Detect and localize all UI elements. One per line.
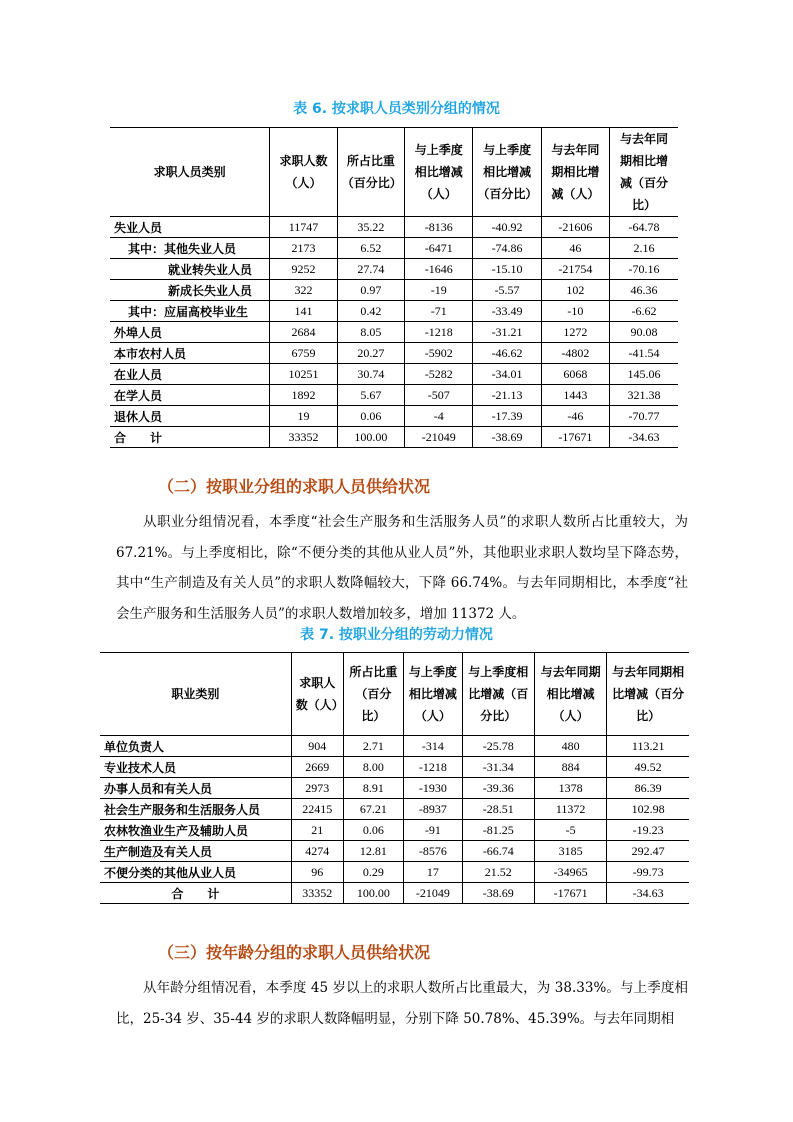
cell-value: -33.49 (473, 301, 541, 322)
row-label: 失业人员 (110, 217, 270, 238)
header-yoy-count: 与去年同期相比增减（人） (541, 128, 609, 217)
table-row (100, 778, 689, 799)
cell-value: 321.38 (610, 385, 678, 406)
row-label: 专业技术人员 (100, 757, 291, 778)
cell-value: 145.06 (610, 364, 678, 385)
table6-title: 表 6. 按求职人员类别分组的情况 (293, 101, 500, 117)
table-row (110, 238, 678, 259)
cell-value: 35.22 (337, 217, 404, 238)
row-label: 就业转失业人员 (110, 259, 270, 280)
section2-heading: （二）按职业分组的求职人员供给状况 (158, 477, 431, 496)
row-label: 合 计 (100, 883, 291, 904)
cell-value: 1272 (541, 322, 609, 343)
cell-value: 102 (541, 280, 609, 301)
cell-value: 17 (404, 862, 462, 883)
cell-value: -17.39 (473, 406, 541, 427)
table-row (100, 883, 689, 904)
cell-value: -1218 (404, 757, 462, 778)
table-row (100, 799, 689, 820)
cell-value: 141 (270, 301, 337, 322)
table7 (100, 652, 689, 904)
cell-value: -46 (541, 406, 609, 427)
header-count: 求职人数（人） (291, 653, 343, 736)
cell-value: 2.71 (343, 736, 404, 757)
cell-value: 19 (270, 406, 337, 427)
table-row (110, 343, 678, 364)
row-label: 社会生产服务和生活服务人员 (100, 799, 291, 820)
cell-value: 100.00 (343, 883, 404, 904)
cell-value: -34.63 (607, 883, 689, 904)
cell-value: 480 (534, 736, 606, 757)
row-label: 本市农村人员 (110, 343, 270, 364)
cell-value: -19 (405, 280, 473, 301)
cell-value: 1378 (534, 778, 606, 799)
table-row (110, 217, 678, 238)
cell-value: -25.78 (462, 736, 534, 757)
cell-value: -91 (404, 820, 462, 841)
cell-value: 292.47 (607, 841, 689, 862)
cell-value: -6.62 (610, 301, 678, 322)
table-row (100, 841, 689, 862)
cell-value: -21049 (405, 427, 473, 448)
cell-value: -74.86 (473, 238, 541, 259)
cell-value: -19.23 (607, 820, 689, 841)
cell-value: 6068 (541, 364, 609, 385)
row-label: 生产制造及有关人员 (100, 841, 291, 862)
cell-value: -99.73 (607, 862, 689, 883)
cell-value: -21606 (541, 217, 609, 238)
header-share: 所占比重（百分比） (343, 653, 404, 736)
cell-value: 21.52 (462, 862, 534, 883)
header-qoq-count: 与上季度相比增减（人） (405, 128, 473, 217)
header-qoq-pct: 与上季度相比增减（百分比） (473, 128, 541, 217)
cell-value: -8937 (404, 799, 462, 820)
cell-value: -70.16 (610, 259, 678, 280)
cell-value: -28.51 (462, 799, 534, 820)
row-label: 其中：其他失业人员 (110, 238, 270, 259)
cell-value: -34.01 (473, 364, 541, 385)
cell-value: 102.98 (607, 799, 689, 820)
row-label: 不便分类的其他从业人员 (100, 862, 291, 883)
cell-value: -4802 (541, 343, 609, 364)
cell-value: -17671 (541, 427, 609, 448)
cell-value: -41.54 (610, 343, 678, 364)
header-category: 求职人员类别 (110, 128, 270, 217)
cell-value: 27.74 (337, 259, 404, 280)
cell-value: 46.36 (610, 280, 678, 301)
cell-value: 86.39 (607, 778, 689, 799)
header-qoq-pct: 与上季度相比增减（百分比） (462, 653, 534, 736)
cell-value: -507 (405, 385, 473, 406)
cell-value: 9252 (270, 259, 337, 280)
header-occupation: 职业类别 (100, 653, 291, 736)
row-label: 外埠人员 (110, 322, 270, 343)
cell-value: -5.57 (473, 280, 541, 301)
table-row (100, 862, 689, 883)
table-row (110, 364, 678, 385)
cell-value: -4 (405, 406, 473, 427)
cell-value: -38.69 (473, 427, 541, 448)
cell-value: -34.63 (610, 427, 678, 448)
cell-value: -71 (405, 301, 473, 322)
header-share: 所占比重（百分比） (337, 128, 404, 217)
header-qoq-count: 与上季度相比增减（人） (404, 653, 462, 736)
table6 (110, 127, 678, 448)
table-row (110, 259, 678, 280)
row-label: 在学人员 (110, 385, 270, 406)
table-row (110, 406, 678, 427)
cell-value: -38.69 (462, 883, 534, 904)
cell-value: -17671 (534, 883, 606, 904)
header-yoy-pct: 与去年同期相比增减（百分比） (607, 653, 689, 736)
table-row (110, 427, 678, 448)
cell-value: 8.91 (343, 778, 404, 799)
cell-value: 0.42 (337, 301, 404, 322)
cell-value: 1443 (541, 385, 609, 406)
cell-value: 884 (534, 757, 606, 778)
table-row (100, 757, 689, 778)
cell-value: 10251 (270, 364, 337, 385)
table-row (110, 322, 678, 343)
cell-value: -15.10 (473, 259, 541, 280)
cell-value: -6471 (405, 238, 473, 259)
row-label: 合 计 (110, 427, 270, 448)
cell-value: 21 (291, 820, 343, 841)
row-label: 农林牧渔业生产及辅助人员 (100, 820, 291, 841)
cell-value: 113.21 (607, 736, 689, 757)
cell-value: -21754 (541, 259, 609, 280)
table-row (100, 820, 689, 841)
cell-value: 90.08 (610, 322, 678, 343)
cell-value: 100.00 (337, 427, 404, 448)
cell-value: 30.74 (337, 364, 404, 385)
cell-value: 8.00 (343, 757, 404, 778)
cell-value: 11747 (270, 217, 337, 238)
cell-value: -40.92 (473, 217, 541, 238)
cell-value: 49.52 (607, 757, 689, 778)
header-yoy-pct: 与去年同期相比增减（百分比） (610, 128, 678, 217)
cell-value: 0.06 (343, 820, 404, 841)
cell-value: -46.62 (473, 343, 541, 364)
cell-value: 11372 (534, 799, 606, 820)
cell-value: -66.74 (462, 841, 534, 862)
row-label: 退休人员 (110, 406, 270, 427)
cell-value: 0.06 (337, 406, 404, 427)
header-count: 求职人数（人） (270, 128, 337, 217)
cell-value: -5 (534, 820, 606, 841)
cell-value: 22415 (291, 799, 343, 820)
cell-value: 0.97 (337, 280, 404, 301)
cell-value: 46 (541, 238, 609, 259)
header-yoy-count: 与去年同期相比增减（人） (534, 653, 606, 736)
cell-value: 96 (291, 862, 343, 883)
cell-value: -5282 (405, 364, 473, 385)
row-label: 单位负责人 (100, 736, 291, 757)
cell-value: -34965 (534, 862, 606, 883)
cell-value: -64.78 (610, 217, 678, 238)
cell-value: 6.52 (337, 238, 404, 259)
cell-value: 33352 (270, 427, 337, 448)
cell-value: 0.29 (343, 862, 404, 883)
cell-value: -31.21 (473, 322, 541, 343)
cell-value: -70.77 (610, 406, 678, 427)
table7-title: 表 7. 按职业分组的劳动力情况 (300, 627, 493, 643)
cell-value: 904 (291, 736, 343, 757)
table-row (110, 301, 678, 322)
cell-value: 12.81 (343, 841, 404, 862)
cell-value: -1930 (404, 778, 462, 799)
cell-value: -81.25 (462, 820, 534, 841)
cell-value: -31.34 (462, 757, 534, 778)
section3-paragraph: 从年龄分组情况看，本季度 45 岁以上的求职人数所占比重最大，为 38.33%。与上季度相比，25-34 岁、35-44 岁的求职人数降幅明显，分别下降 50.78%、45.39%。与去年同期相 (116, 980, 688, 1027)
cell-value: 5.67 (337, 385, 404, 406)
row-label: 办事人员和有关人员 (100, 778, 291, 799)
row-label: 新成长失业人员 (110, 280, 270, 301)
cell-value: 1892 (270, 385, 337, 406)
cell-value: -10 (541, 301, 609, 322)
cell-value: 2669 (291, 757, 343, 778)
cell-value: -1218 (405, 322, 473, 343)
row-label: 在业人员 (110, 364, 270, 385)
cell-value: 67.21 (343, 799, 404, 820)
row-label: 其中：应届高校毕业生 (110, 301, 270, 322)
cell-value: 322 (270, 280, 337, 301)
cell-value: -5902 (405, 343, 473, 364)
cell-value: -21049 (404, 883, 462, 904)
cell-value: -39.36 (462, 778, 534, 799)
cell-value: 2684 (270, 322, 337, 343)
cell-value: 2.16 (610, 238, 678, 259)
table-row (110, 385, 678, 406)
table-row (110, 280, 678, 301)
cell-value: 6759 (270, 343, 337, 364)
cell-value: -314 (404, 736, 462, 757)
cell-value: -8136 (405, 217, 473, 238)
section3-heading: （三）按年龄分组的求职人员供给状况 (158, 943, 431, 962)
table-row (100, 736, 689, 757)
cell-value: 33352 (291, 883, 343, 904)
cell-value: 2973 (291, 778, 343, 799)
cell-value: -1646 (405, 259, 473, 280)
cell-value: 20.27 (337, 343, 404, 364)
cell-value: -21.13 (473, 385, 541, 406)
cell-value: -8576 (404, 841, 462, 862)
cell-value: 3185 (534, 841, 606, 862)
section2-paragraph: 从职业分组情况看，本季度“社会生产服务和生活服务人员”的求职人数所占比重较大，为 67.21%。与上季度相比，除“不便分类的其他从业人员”外，其他职业求职人数均呈下降态势，其中“生产制造及有关人员”的求职人数降幅较大，下降 66.74%。与去年同期相比，本季度“社会生产服务和生活服务人员”的求职人数增加较多，增加 11372 人。 (116, 514, 688, 622)
cell-value: 4274 (291, 841, 343, 862)
cell-value: 2173 (270, 238, 337, 259)
cell-value: 8.05 (337, 322, 404, 343)
